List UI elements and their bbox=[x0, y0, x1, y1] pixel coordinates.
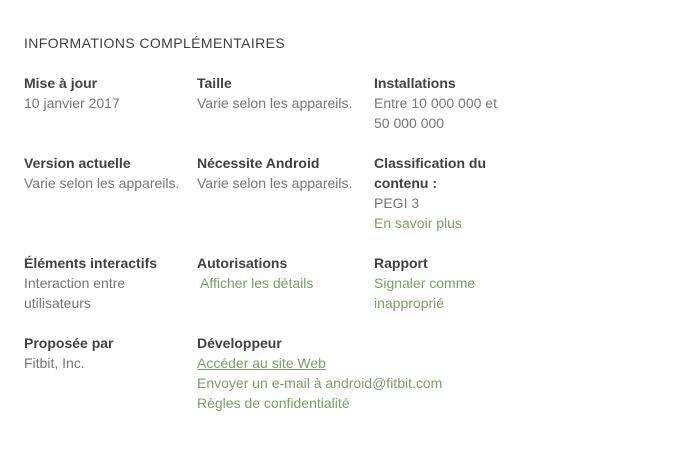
privacy-policy-link[interactable]: Règles de confidentialité bbox=[197, 395, 350, 411]
installs-label: Installations bbox=[374, 75, 456, 91]
developer-label: Développeur bbox=[197, 335, 282, 351]
installs-value-line-1: Entre 10 000 000 et bbox=[374, 95, 497, 111]
requires-android-label: Nécessite Android bbox=[197, 155, 320, 171]
updated-cell bbox=[24, 73, 197, 113]
content-rating-value: PEGI 3 bbox=[374, 195, 420, 211]
offered-by-label: Proposée par bbox=[24, 335, 114, 351]
flag-as-inappropriate-link[interactable] bbox=[374, 273, 674, 313]
content-rating-cell bbox=[374, 153, 674, 233]
interactive-elements-cell bbox=[24, 253, 197, 313]
interactive-elements-value-line-2: utilisateurs bbox=[24, 295, 91, 311]
size-label: Taille bbox=[197, 75, 232, 91]
section-title: INFORMATIONS COMPLÉMENTAIRES bbox=[24, 35, 286, 51]
info-row-1 bbox=[24, 73, 674, 133]
current-version-cell bbox=[24, 153, 197, 193]
permissions-cell bbox=[197, 253, 374, 293]
learn-more-link[interactable]: En savoir plus bbox=[374, 215, 462, 231]
interactive-elements-value-line-1: Interaction entre bbox=[24, 275, 126, 291]
current-version-label: Version actuelle bbox=[24, 155, 131, 171]
developer-cell bbox=[197, 333, 674, 413]
permissions-label: Autorisations bbox=[197, 255, 288, 271]
interactive-elements-label: Éléments interactifs bbox=[24, 255, 158, 271]
view-details-link[interactable]: Afficher les détails bbox=[200, 275, 314, 291]
offered-by-cell bbox=[24, 333, 197, 373]
installs-cell bbox=[374, 73, 674, 133]
info-row-4 bbox=[24, 333, 674, 413]
current-version-value: Varie selon les appareils. bbox=[24, 175, 180, 191]
size-value: Varie selon les appareils. bbox=[197, 95, 353, 111]
content-rating-label-line-1: Classification du bbox=[374, 155, 487, 171]
requires-android-cell bbox=[197, 153, 374, 193]
report-label: Rapport bbox=[374, 255, 428, 271]
visit-website-link[interactable]: Accéder au site Web bbox=[197, 355, 326, 371]
flag-link-line-1: Signaler comme bbox=[374, 275, 476, 291]
info-row-2 bbox=[24, 153, 674, 233]
content-rating-label-line-2: contenu : bbox=[374, 175, 437, 191]
offered-by-value: Fitbit, Inc. bbox=[24, 355, 85, 371]
size-cell bbox=[197, 73, 374, 113]
installs-value-line-2: 50 000 000 bbox=[374, 115, 445, 131]
report-cell bbox=[374, 253, 674, 313]
updated-value: 10 janvier 2017 bbox=[24, 95, 120, 111]
info-row-3 bbox=[24, 253, 674, 313]
email-developer-link[interactable]: Envoyer un e-mail à android@fitbit.com bbox=[197, 375, 443, 391]
updated-label: Mise à jour bbox=[24, 75, 98, 91]
requires-android-value: Varie selon les appareils. bbox=[197, 175, 353, 191]
flag-link-line-2: inapproprié bbox=[374, 295, 445, 311]
